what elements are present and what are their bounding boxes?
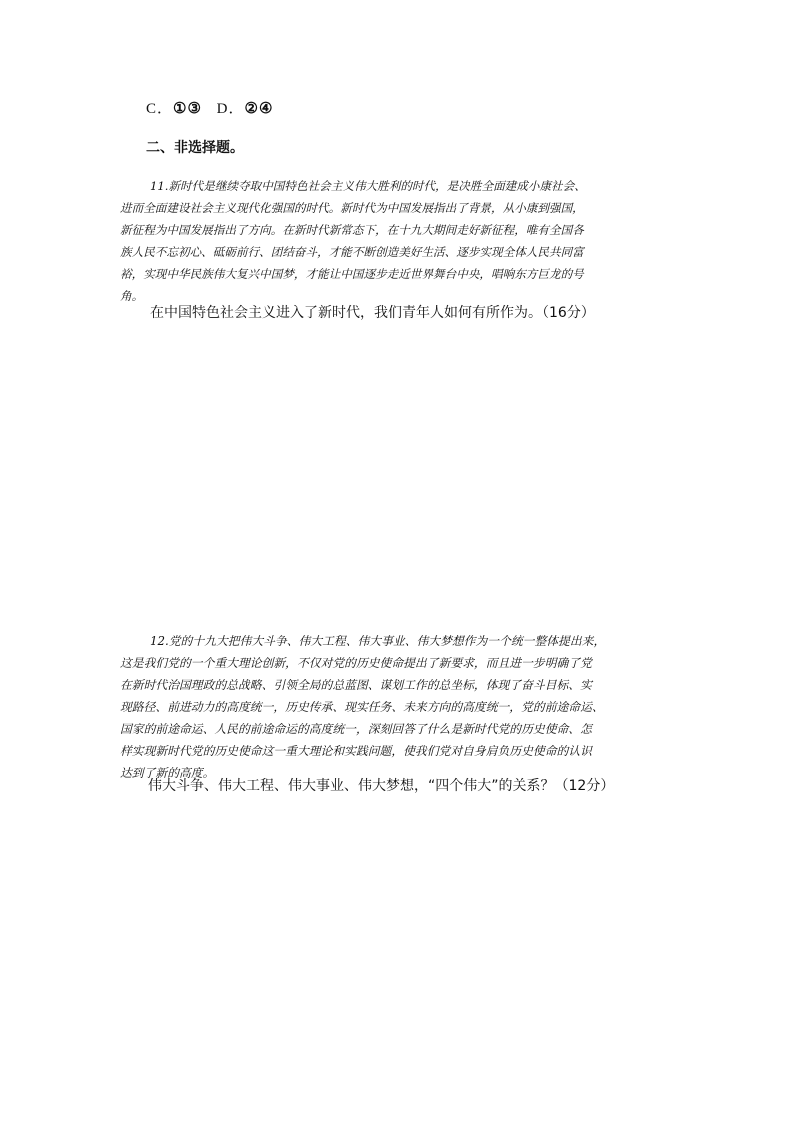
passage-line: 样实现新时代党的历史使命这一重大理论和实践问题，使我们党对自身肩负历史使命的认识 [120, 744, 592, 758]
option-d-label: D． [216, 101, 245, 117]
option-c-label: C． [146, 101, 174, 117]
question-12-answer-area[interactable] [120, 805, 680, 1095]
passage-line: 这是我们党的一个重大理论创新，不仅对党的历史使命提出了新要求，而且进一步明确了党 [120, 656, 592, 670]
answer-options-line [146, 97, 283, 118]
passage-line: 族人民不忘初心、砥砺前行、团结奋斗，才能不断创造美好生活、逐步实现全体人民共同富 [120, 245, 584, 259]
section-heading: 二、非选择题。 [146, 140, 244, 156]
passage-line: 达到了新的高度。 [120, 766, 215, 780]
passage-line: 12.党的十九大把伟大斗争、伟大工程、伟大事业、伟大梦想作为一个统一整体提出来， [150, 634, 606, 648]
option-d [217, 101, 274, 117]
passage-line: 新征程为中国发展指出了方向。在新时代新常态下，在十九大期间走好新征程，唯有全国各 [120, 223, 584, 237]
passage-line: 在新时代治国理政的总战略、引领全局的总蓝图、谋划工作的总坐标，体现了奋斗目标、实 [120, 678, 592, 692]
question-11-answer-area[interactable] [120, 330, 680, 620]
option-c [146, 101, 202, 117]
passage-line: 角。 [120, 289, 144, 303]
question-12-passage [120, 630, 685, 784]
question-12-prompt: 伟大斗争、伟大工程、伟大事业、伟大梦想，“四个伟大”的关系？（12分） [148, 778, 615, 794]
question-11-prompt: 在中国特色社会主义进入了新时代，我们青年人如何有所作为。（16分） [150, 305, 595, 321]
passage-line: 国家的前途命运、人民的前途命运的高度统一，深刻回答了什么是新时代党的历史使命、怎 [120, 722, 592, 736]
passage-line: 裕，实现中华民族伟大复兴中国梦，才能让中国逐步走近世界舞台中央，唱响东方巨龙的号 [120, 267, 584, 281]
passage-line: 进而全面建设社会主义现代化强国的时代。新时代为中国发展指出了背景，从小康到强国， [120, 201, 584, 215]
option-d-value: ②④ [244, 101, 274, 117]
passage-line: 11.新时代是继续夺取中国特色社会主义伟大胜利的时代，是决胜全面建成小康社会、 [150, 179, 586, 193]
passage-line: 现路径、前进动力的高度统一，历史传承、现实任务、未来方向的高度统一，党的前途命运、 [120, 700, 604, 714]
question-11-passage [120, 175, 680, 307]
option-c-value: ①③ [173, 101, 202, 117]
